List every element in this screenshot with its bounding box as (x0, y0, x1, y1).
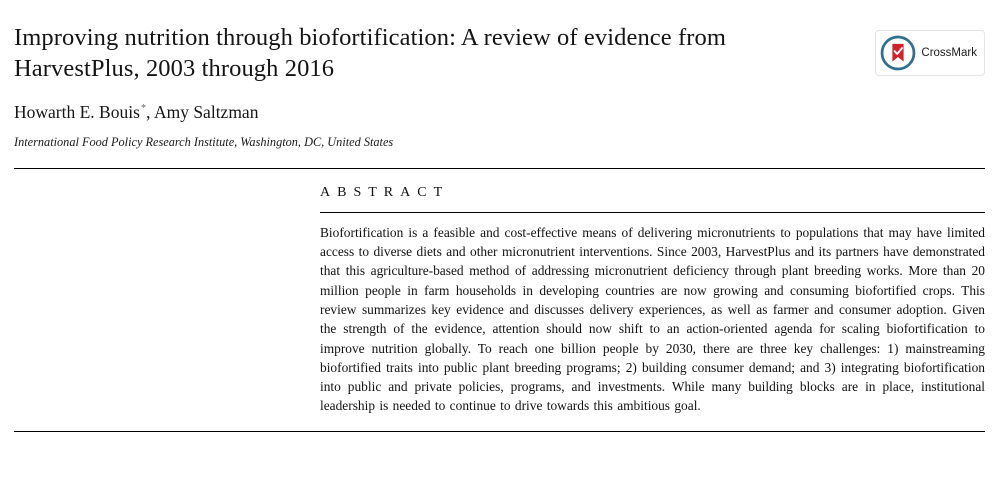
abstract-text: Biofortification is a feasible and cost-effective means of delivering micronutrients to populations that may have limited access to diverse diets and other micronutrient interventions. Since 2003, HarvestPlus and its partners have demonstrated that this agriculture-based method of addressing micronutrient deficiency through plant breeding works. More than 20 million people in farm households in developing countries are now growing and consuming biofortified crops. This review summarizes key evidence and discusses delivery experiences, as well as farmer and consumer adoption. Given the strength of the evidence, attention should now shift to an action-oriented agenda for scaling biofortification to improve nutrition globally. To reach one billion people by 2030, there are three key challenges: 1) mainstreaming biofortified traits into public plant breeding programs; 2) building consumer demand; and 3) integrating biofortification into public and private policies, programs, and investments. While many building blocks are in place, institutional leadership is needed to continue to drive towards this ambitious goal. (320, 224, 985, 414)
abstract-heading: ABSTRACT (320, 184, 450, 200)
crossmark-label: CrossMark (921, 47, 977, 59)
abstract-heading-divider (320, 212, 985, 213)
abstract-section (320, 169, 985, 416)
title-row (14, 0, 985, 85)
bottom-divider (14, 431, 985, 432)
crossmark-badge[interactable] (875, 30, 985, 76)
affiliation: International Food Policy Research Institute, Washington, DC, United States (14, 134, 394, 149)
author-name-1: Howarth E. Bouis (14, 101, 140, 122)
author-separator: , (146, 101, 154, 122)
paper-title: Improving nutrition through biofortification: A review of evidence from HarvestPlus, 2003 through 2016 (14, 24, 726, 83)
author-list (14, 102, 985, 123)
author-name-2: Amy Saltzman (153, 101, 259, 122)
crossmark-icon (879, 34, 917, 72)
author-footnote-mark: * (140, 102, 147, 114)
